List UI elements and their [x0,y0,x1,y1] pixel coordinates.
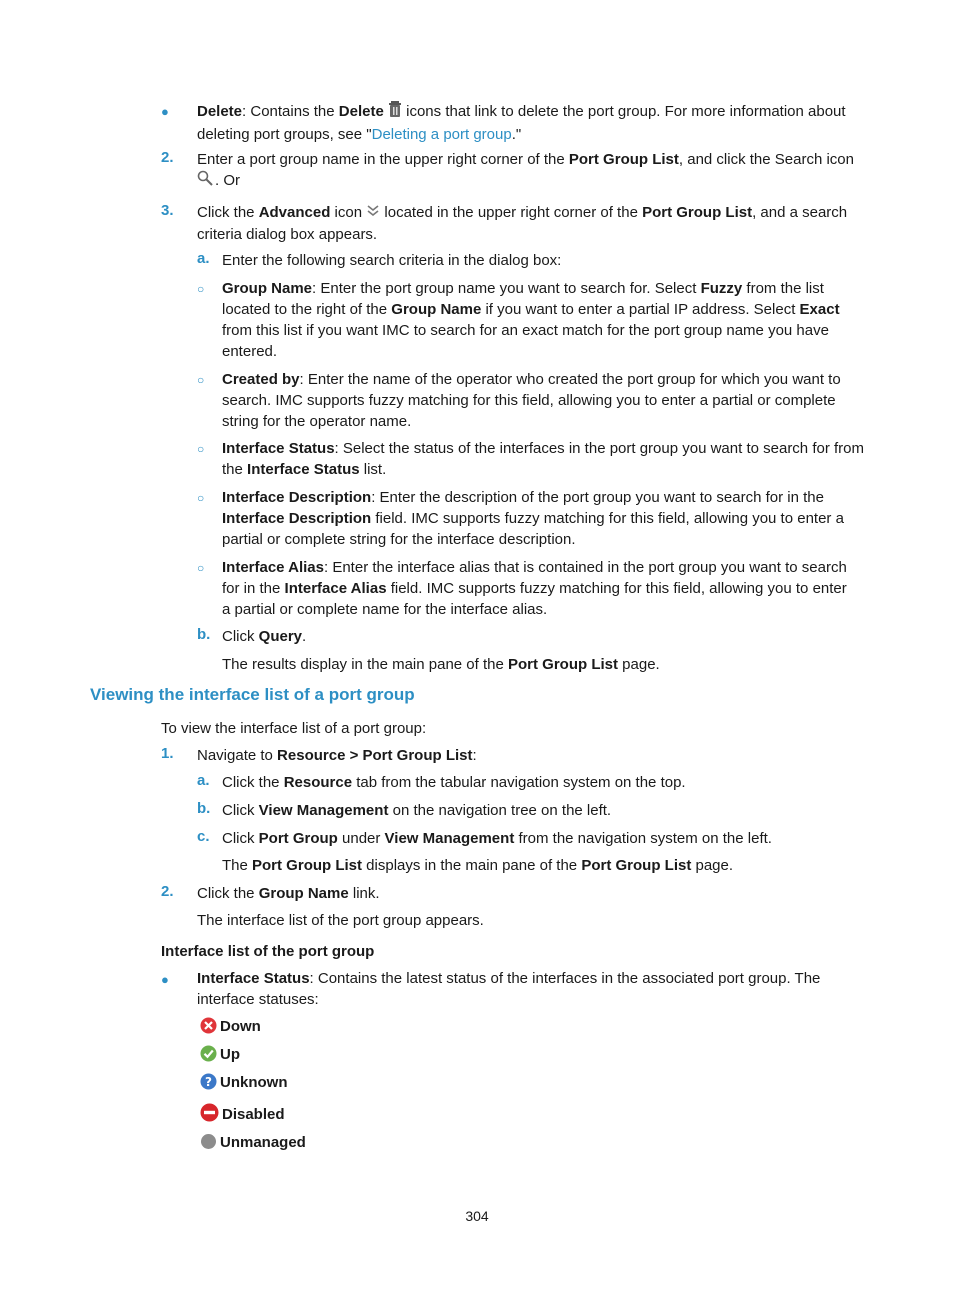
intro-text: To view the interface list of a port group: [161,720,427,737]
step-number: 2. [161,149,174,166]
svg-text:?: ? [205,1075,212,1089]
section-heading: Viewing the interface list of a port group [90,685,415,704]
step-click-group-name: Click the Group Name link. [197,885,380,902]
deleting-port-group-link[interactable]: Deleting a port group [371,126,512,143]
unmanaged-status-icon [200,1133,217,1156]
circle-bullet: ○ [197,282,205,296]
step-2-result: The interface list of the port group appears. [197,912,484,929]
bullet-dot: ● [161,972,169,987]
search-icon [197,170,215,192]
criteria-created-by: Created by: Enter the name of the operator who created the port group for which you want to search. IMC supports fuzzy matching for this field, allowing you to enter a partial or complete string for the operator name. [222,371,841,430]
bullet-dot: ● [161,104,169,119]
criteria-interface-status: Interface Status: Select the status of the interfaces in the port group you want to search for from the Interface Status list. [222,440,864,478]
circle-bullet: ○ [197,373,205,387]
substep-letter: b. [197,800,211,817]
circle-bullet: ○ [197,442,205,456]
substep-3a: Enter the following search criteria in the dialog box: [222,252,562,269]
unknown-status-icon [200,1073,217,1096]
sub-heading: Interface list of the port group [161,943,375,960]
criteria-group-name: Group Name: Enter the port group name you want to search for. Select Fuzzy from the list located to the right of the Group Name if you want to enter a partial IP address. Select Exact from this list if you want IMC to search for an exact match for the port group name you have entered. [222,280,840,360]
status-up: Up [200,1045,240,1068]
criteria-interface-alias: Interface Alias: Enter the interface alias that is contained in the port group you want to search for in the Interface Alias field. IMC supports fuzzy matching for this field, allowing you to enter a partial or complete name for the interface alias. [222,559,847,618]
step-3: Click the Advanced icon located in the upper right corner of the Port Group List, and a search criteria dialog box appears. [197,204,848,243]
status-disabled: Disabled [200,1103,285,1128]
substep-3b: Click Query. [222,628,307,645]
status-unknown: ? Unknown [200,1073,288,1096]
interface-status-item: Interface Status: Contains the latest status of the interfaces in the associated port group. The interface statuses: [197,970,821,1008]
disabled-status-icon [200,1103,219,1128]
step-number: 1. [161,745,174,762]
step-navigate: Navigate to Resource > Port Group List: [197,747,477,764]
step-number: 2. [161,883,174,900]
down-status-icon [200,1017,217,1040]
substep-1b: Click View Management on the navigation tree on the left. [222,802,612,819]
substep-1c: Click Port Group under View Management from the navigation system on the left. [222,830,772,847]
status-unmanaged: Unmanaged [200,1133,306,1156]
substep-letter: b. [197,626,211,643]
substep-letter: a. [197,772,210,789]
substep-3b-result: The results display in the main pane of the Port Group List page. [222,656,660,673]
step-number: 3. [161,202,174,219]
substep-1a: Click the Resource tab from the tabular navigation system on the top. [222,774,686,791]
criteria-interface-description: Interface Description: Enter the description of the port group you want to search for in the Interface Description field. IMC supports fuzzy matching for this field, allowing you to enter a partial or complete string for the interface description. [222,489,844,548]
trash-icon [388,100,402,124]
substep-letter: c. [197,828,210,845]
status-down: Down [200,1017,261,1040]
up-status-icon [200,1045,217,1068]
circle-bullet: ○ [197,491,205,505]
substep-letter: a. [197,250,210,267]
step-2: Enter a port group name in the upper right corner of the Port Group List, and click the Search icon . Or [197,149,877,192]
page-number: 304 [465,1208,489,1224]
double-chevron-down-icon [366,203,380,224]
delete-item: Delete: Contains the Delete icons that link to delete the port group. For more information about deleting port groups, see "Deleting a port group." [197,100,877,145]
circle-bullet: ○ [197,561,205,575]
substep-1c-result: The Port Group List displays in the main pane of the Port Group List page. [222,857,734,874]
